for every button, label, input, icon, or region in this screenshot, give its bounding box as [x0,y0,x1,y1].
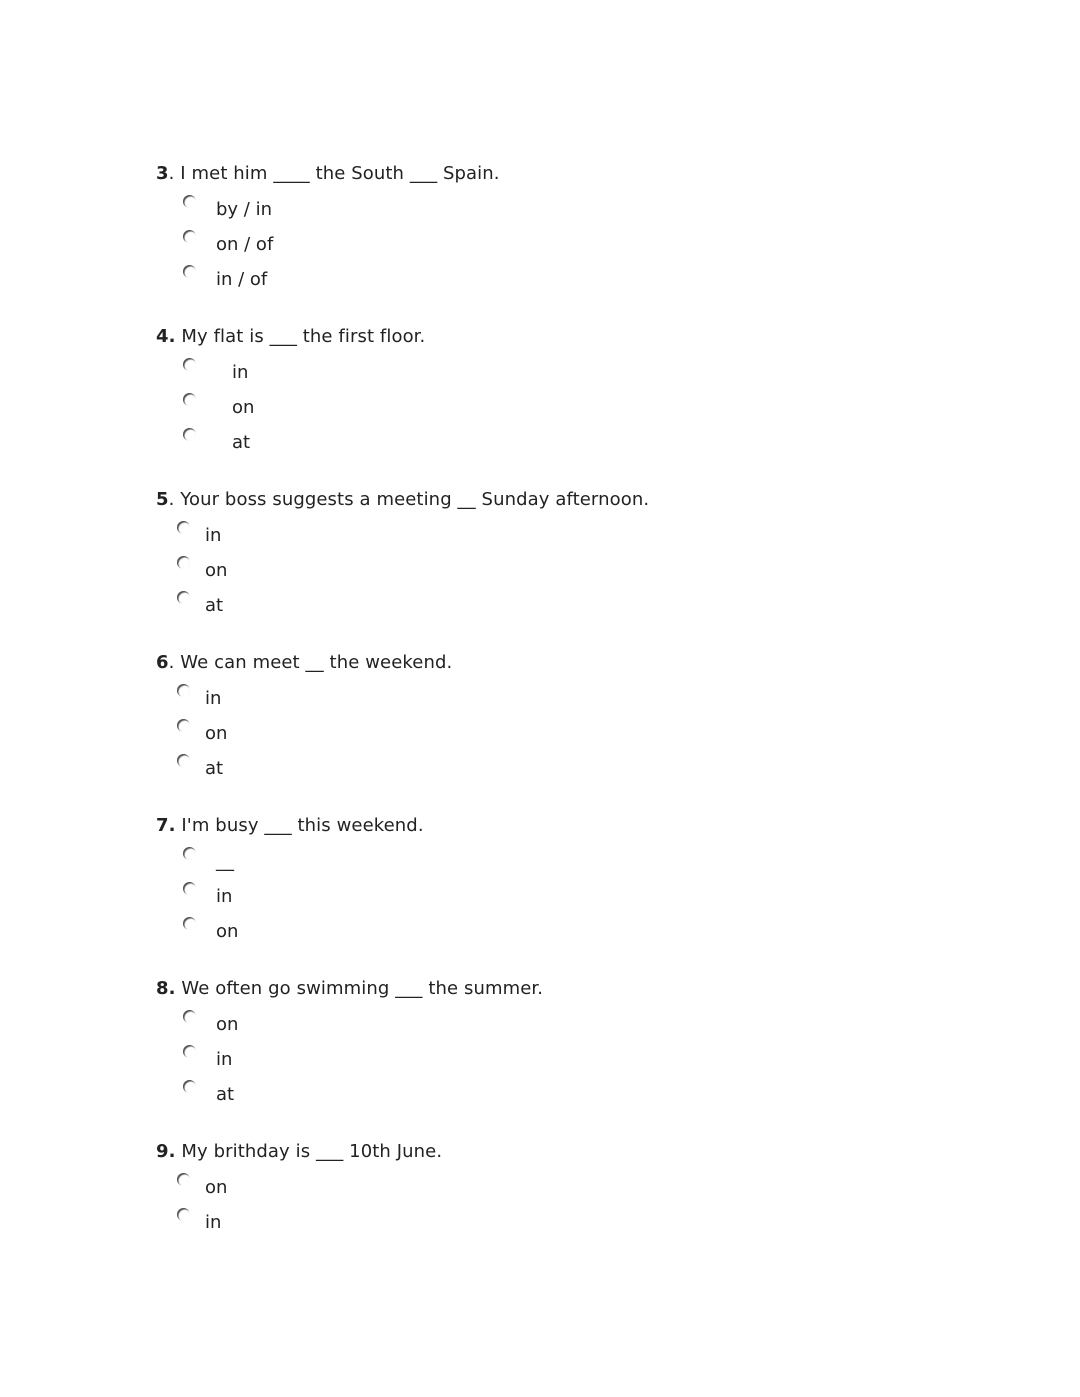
option-label: on [205,723,228,744]
option-label: on [216,921,239,942]
option-label: on [205,1177,228,1198]
option-label: in [216,886,233,907]
radio-button[interactable] [183,847,196,860]
answer-option [156,717,1020,752]
radio-button[interactable] [183,1010,196,1023]
question-title [156,163,1020,185]
question-block-9 [156,1141,1020,1241]
question-separator: . [168,489,181,510]
question-title [156,1141,1020,1163]
question-text: We can meet __ the weekend. [180,652,453,673]
question-number: 7. [156,815,176,836]
quiz-form [156,163,1020,1241]
option-label: __ [216,851,234,872]
answer-option [156,356,1020,391]
question-text: Your boss suggests a meeting __ Sunday afternoon. [180,489,650,510]
option-label: at [216,1084,235,1105]
option-label: in [205,525,222,546]
answer-option [156,880,1020,915]
question-block-3 [156,163,1020,298]
answer-option [156,589,1020,624]
question-title [156,815,1020,837]
radio-button[interactable] [183,882,196,895]
question-number: 6 [156,652,169,673]
radio-button[interactable] [183,195,196,208]
question-separator: . [168,652,181,673]
answer-option [156,915,1020,950]
option-label: in [232,362,249,383]
option-label: on [216,1014,239,1035]
question-text: I met him ____ the South ___ Spain. [180,163,500,184]
radio-button[interactable] [177,719,190,732]
option-label: at [205,758,224,779]
radio-button[interactable] [177,556,190,569]
answer-option [156,845,1020,880]
radio-button[interactable] [183,1045,196,1058]
option-label: on [205,560,228,581]
question-block-7 [156,815,1020,950]
question-block-8 [156,978,1020,1113]
option-label: at [205,595,224,616]
option-label: in / of [216,269,268,290]
question-title [156,489,1020,511]
radio-button[interactable] [183,393,196,406]
answer-option [156,752,1020,787]
answer-option [156,391,1020,426]
radio-button[interactable] [183,230,196,243]
answer-option [156,1206,1020,1241]
question-number: 8. [156,978,176,999]
option-label: on / of [216,234,274,255]
answer-option [156,519,1020,554]
answer-option [156,1043,1020,1078]
question-number: 4. [156,326,176,347]
question-text: My flat is ___ the first floor. [181,326,426,347]
question-number: 5 [156,489,169,510]
answer-option [156,554,1020,589]
option-label: at [232,432,251,453]
option-label: in [216,1049,233,1070]
radio-button[interactable] [177,1208,190,1221]
question-title [156,652,1020,674]
answer-option [156,1171,1020,1206]
answer-option [156,1078,1020,1113]
answer-option [156,193,1020,228]
question-title [156,978,1020,1000]
radio-button[interactable] [183,917,196,930]
radio-button[interactable] [177,1173,190,1186]
option-label: in [205,688,222,709]
question-text: We often go swimming ___ the summer. [181,978,544,999]
radio-button[interactable] [183,428,196,441]
question-text: My brithday is ___ 10th June. [181,1141,443,1162]
answer-option [156,682,1020,717]
question-number: 9. [156,1141,176,1162]
answer-option [156,228,1020,263]
option-label: by / in [216,199,272,220]
option-label: on [232,397,255,418]
question-number: 3 [156,163,169,184]
radio-button[interactable] [177,521,190,534]
radio-button[interactable] [177,754,190,767]
option-label: in [205,1212,222,1233]
radio-button[interactable] [177,684,190,697]
answer-option [156,426,1020,461]
question-text: I'm busy ___ this weekend. [181,815,424,836]
answer-option [156,1008,1020,1043]
radio-button[interactable] [183,1080,196,1093]
radio-button[interactable] [183,358,196,371]
question-block-6 [156,652,1020,787]
question-block-4 [156,326,1020,461]
question-block-5 [156,489,1020,624]
question-title [156,326,1020,348]
radio-button[interactable] [177,591,190,604]
question-separator: . [168,163,181,184]
radio-button[interactable] [183,265,196,278]
answer-option [156,263,1020,298]
